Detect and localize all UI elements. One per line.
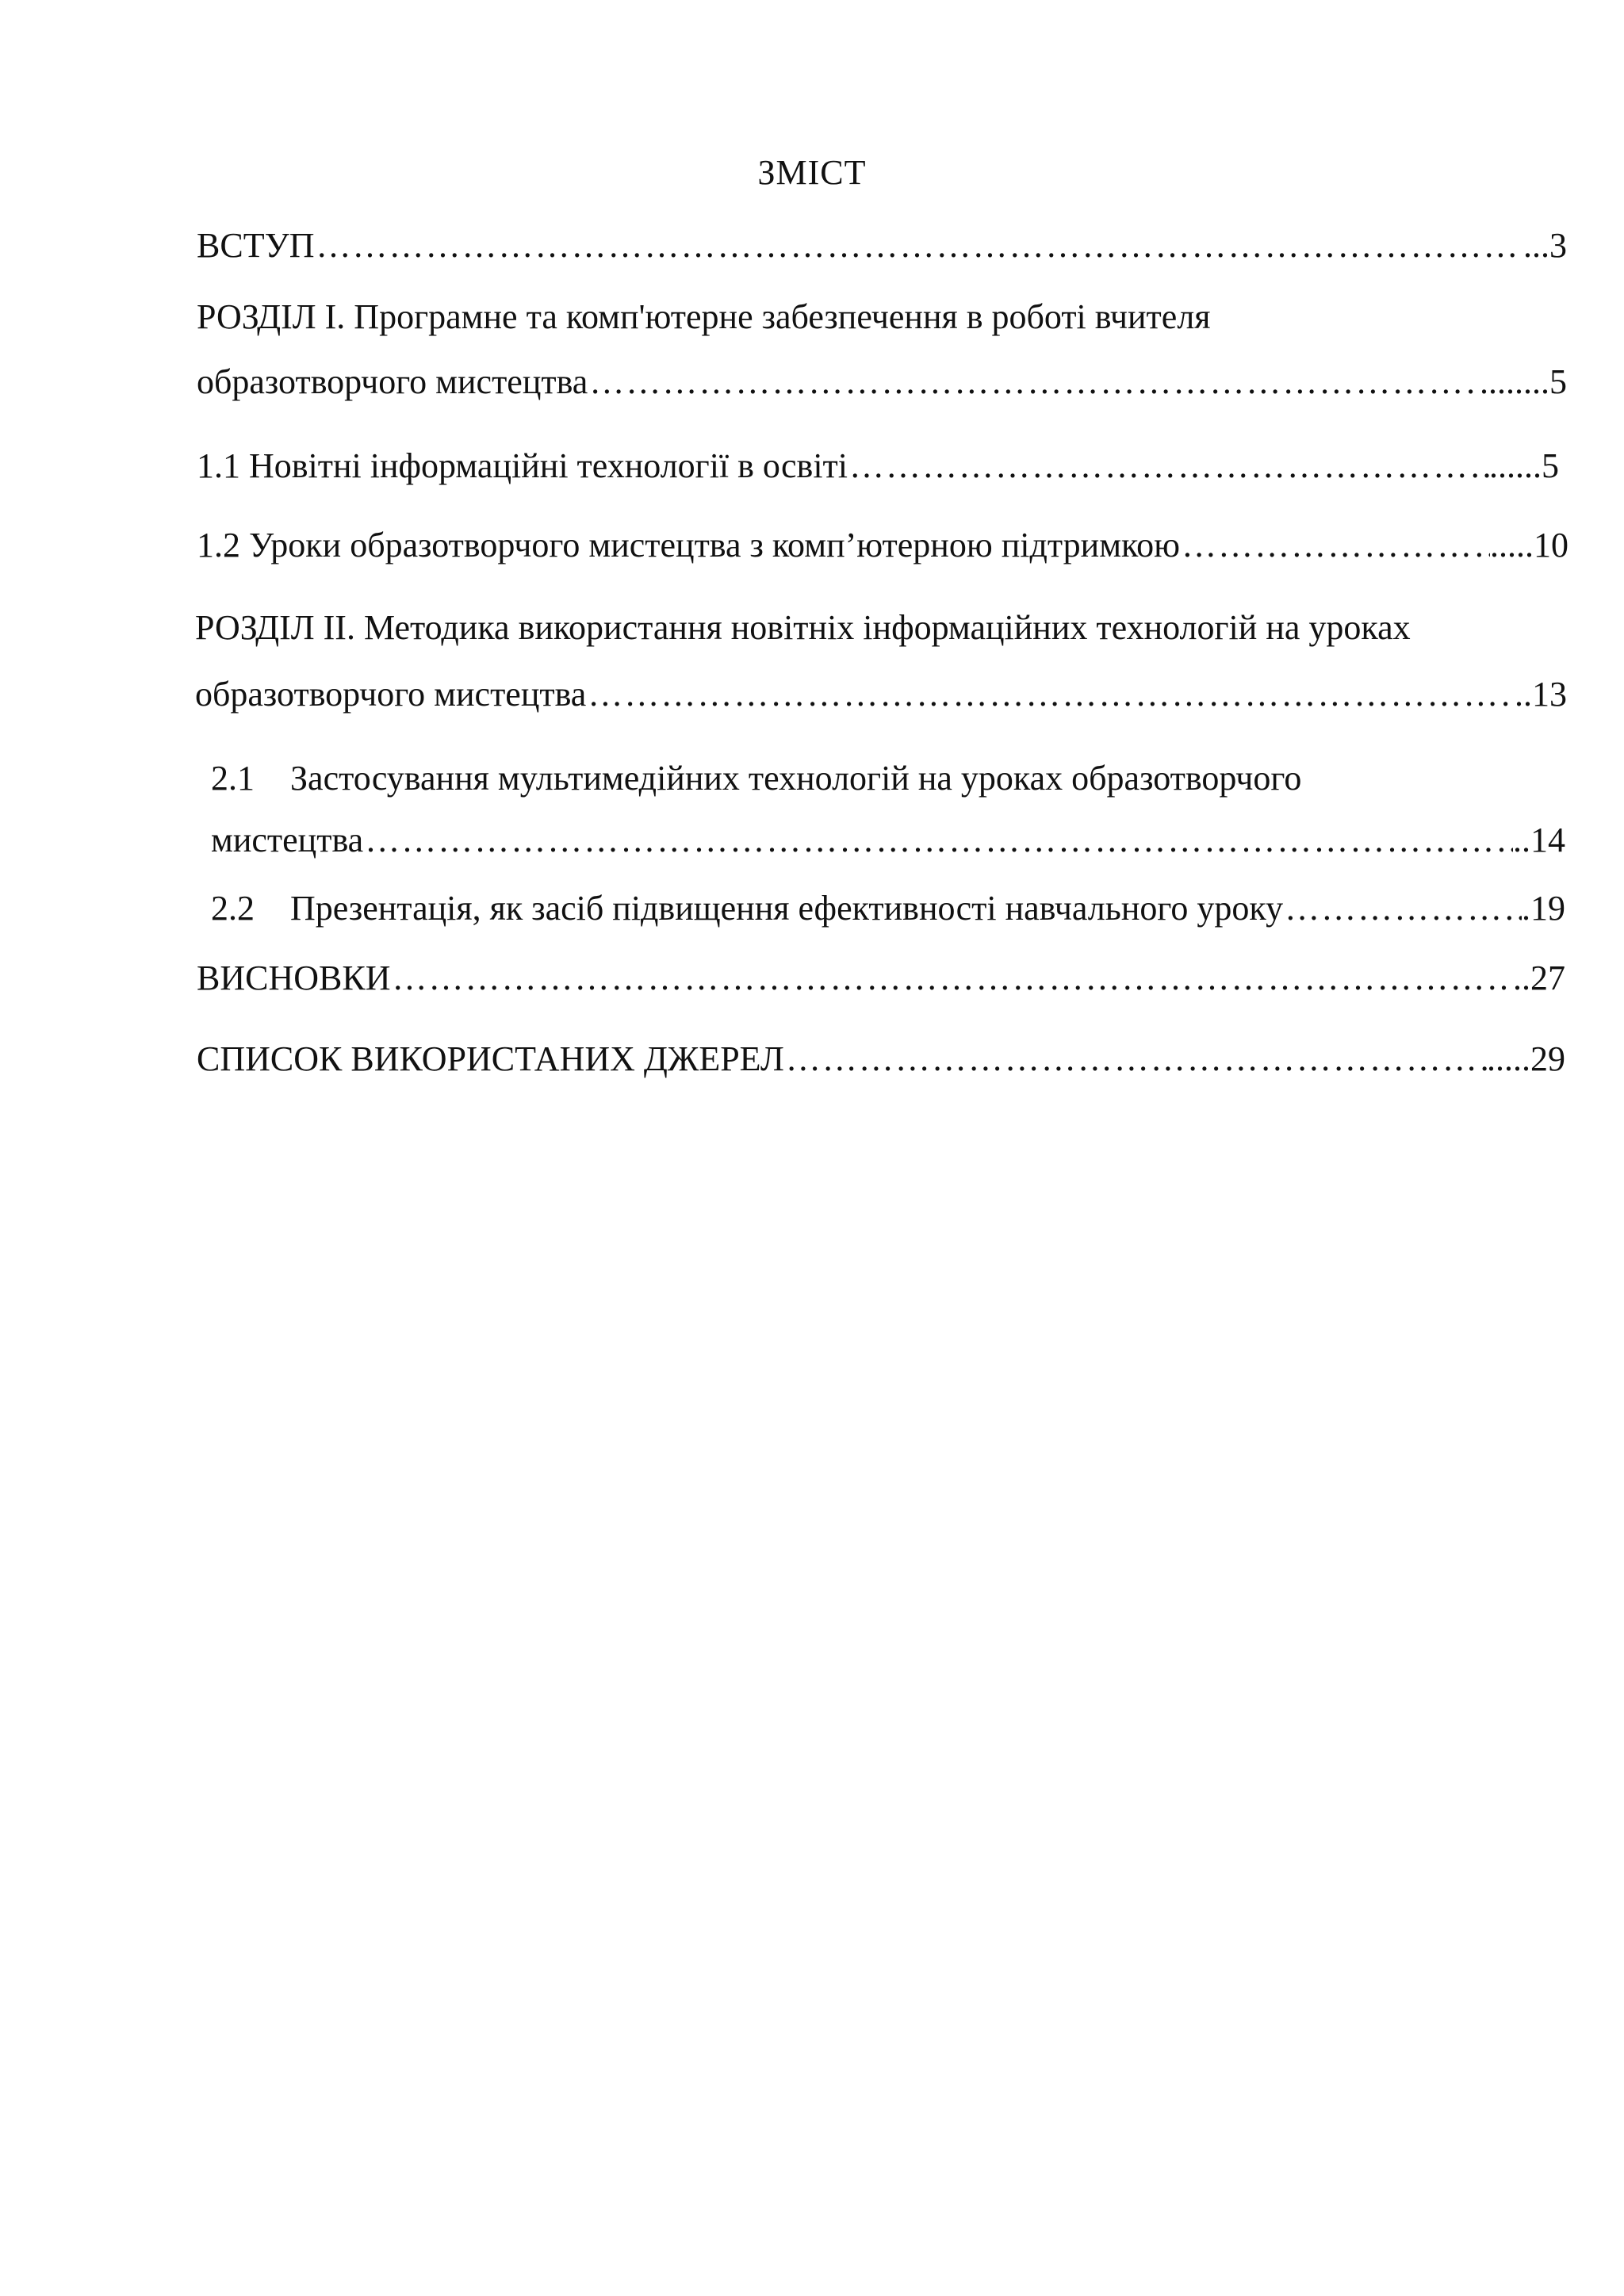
toc-entry-intro[interactable]	[197, 222, 1567, 270]
toc-entry-label: образотворчого мистецтва	[197, 362, 588, 401]
toc-entry-label-line1: Застосування мультимедійних технологій на уроках образотворчого	[290, 759, 1302, 798]
toc-leader-dots	[391, 955, 1514, 1002]
toc-entry-2-2[interactable]	[211, 885, 1565, 932]
toc-page-number: .....10	[1490, 526, 1568, 564]
toc-page-number: ...3	[1523, 226, 1567, 265]
toc-entry-1-2[interactable]	[197, 522, 1568, 569]
toc-entry-number: 2.1	[211, 759, 255, 798]
toc-leader-dots	[848, 442, 1489, 490]
toc-leader-dots	[363, 817, 1513, 864]
toc-leader-dots	[1283, 885, 1522, 932]
toc-entry-section2-line1[interactable]: РОЗДІЛ ІІ. Методика використання новітніх інформаційних технологій на уроках	[195, 608, 1411, 647]
toc-leader-dots	[1180, 522, 1490, 569]
toc-entry-conclusions[interactable]	[197, 955, 1565, 1002]
toc-page-number: ......5	[1489, 446, 1559, 485]
toc-entry-section2[interactable]	[195, 671, 1567, 718]
toc-entry-label: мистецтва	[211, 821, 364, 859]
toc-entry-label: СПИСОК ВИКОРИСТАНИХ ДЖЕРЕЛ	[197, 1039, 784, 1078]
toc-entry-2-1-line1[interactable]	[211, 755, 1301, 802]
toc-entry-label: Презентація, як засіб підвищення ефективності навчального уроку	[290, 889, 1284, 928]
toc-leader-dots	[588, 358, 1480, 406]
toc-page-number: .19	[1522, 889, 1565, 928]
toc-leader-dots	[784, 1035, 1487, 1083]
toc-entry-section1-line1[interactable]: РОЗДІЛ І. Програмне та комп'ютерне забезпечення в роботі вчителя	[197, 297, 1211, 336]
toc-entry-section1[interactable]	[197, 358, 1567, 406]
toc-leader-dots	[586, 671, 1515, 718]
toc-entry-label: 1.2 Уроки образотворчого мистецтва з комп’ютерною підтримкою	[197, 526, 1181, 564]
toc-entry-label: образотворчого мистецтва	[195, 675, 587, 714]
toc-entry-label-wrap	[211, 885, 1283, 932]
toc-page-number: ........5	[1480, 362, 1567, 401]
toc-page-number: .....29	[1487, 1039, 1565, 1078]
toc-page-number: ..14	[1513, 821, 1565, 859]
toc-page-number: ..13	[1515, 675, 1567, 714]
toc-entry-1-1[interactable]	[197, 442, 1559, 490]
toc-entry-references[interactable]	[197, 1035, 1565, 1083]
toc-entry-label: 1.1 Новітні інформаційні технології в освіті	[197, 446, 848, 485]
toc-entry-label: ВСТУП	[197, 226, 315, 265]
toc-leader-dots	[315, 222, 1524, 270]
toc-entry-2-1[interactable]	[211, 817, 1565, 864]
toc-entry-number: 2.2	[211, 889, 255, 928]
page-title: ЗМІСТ	[757, 153, 867, 192]
toc-entry-label: ВИСНОВКИ	[197, 959, 391, 997]
toc-page-number: ..27	[1513, 959, 1565, 997]
